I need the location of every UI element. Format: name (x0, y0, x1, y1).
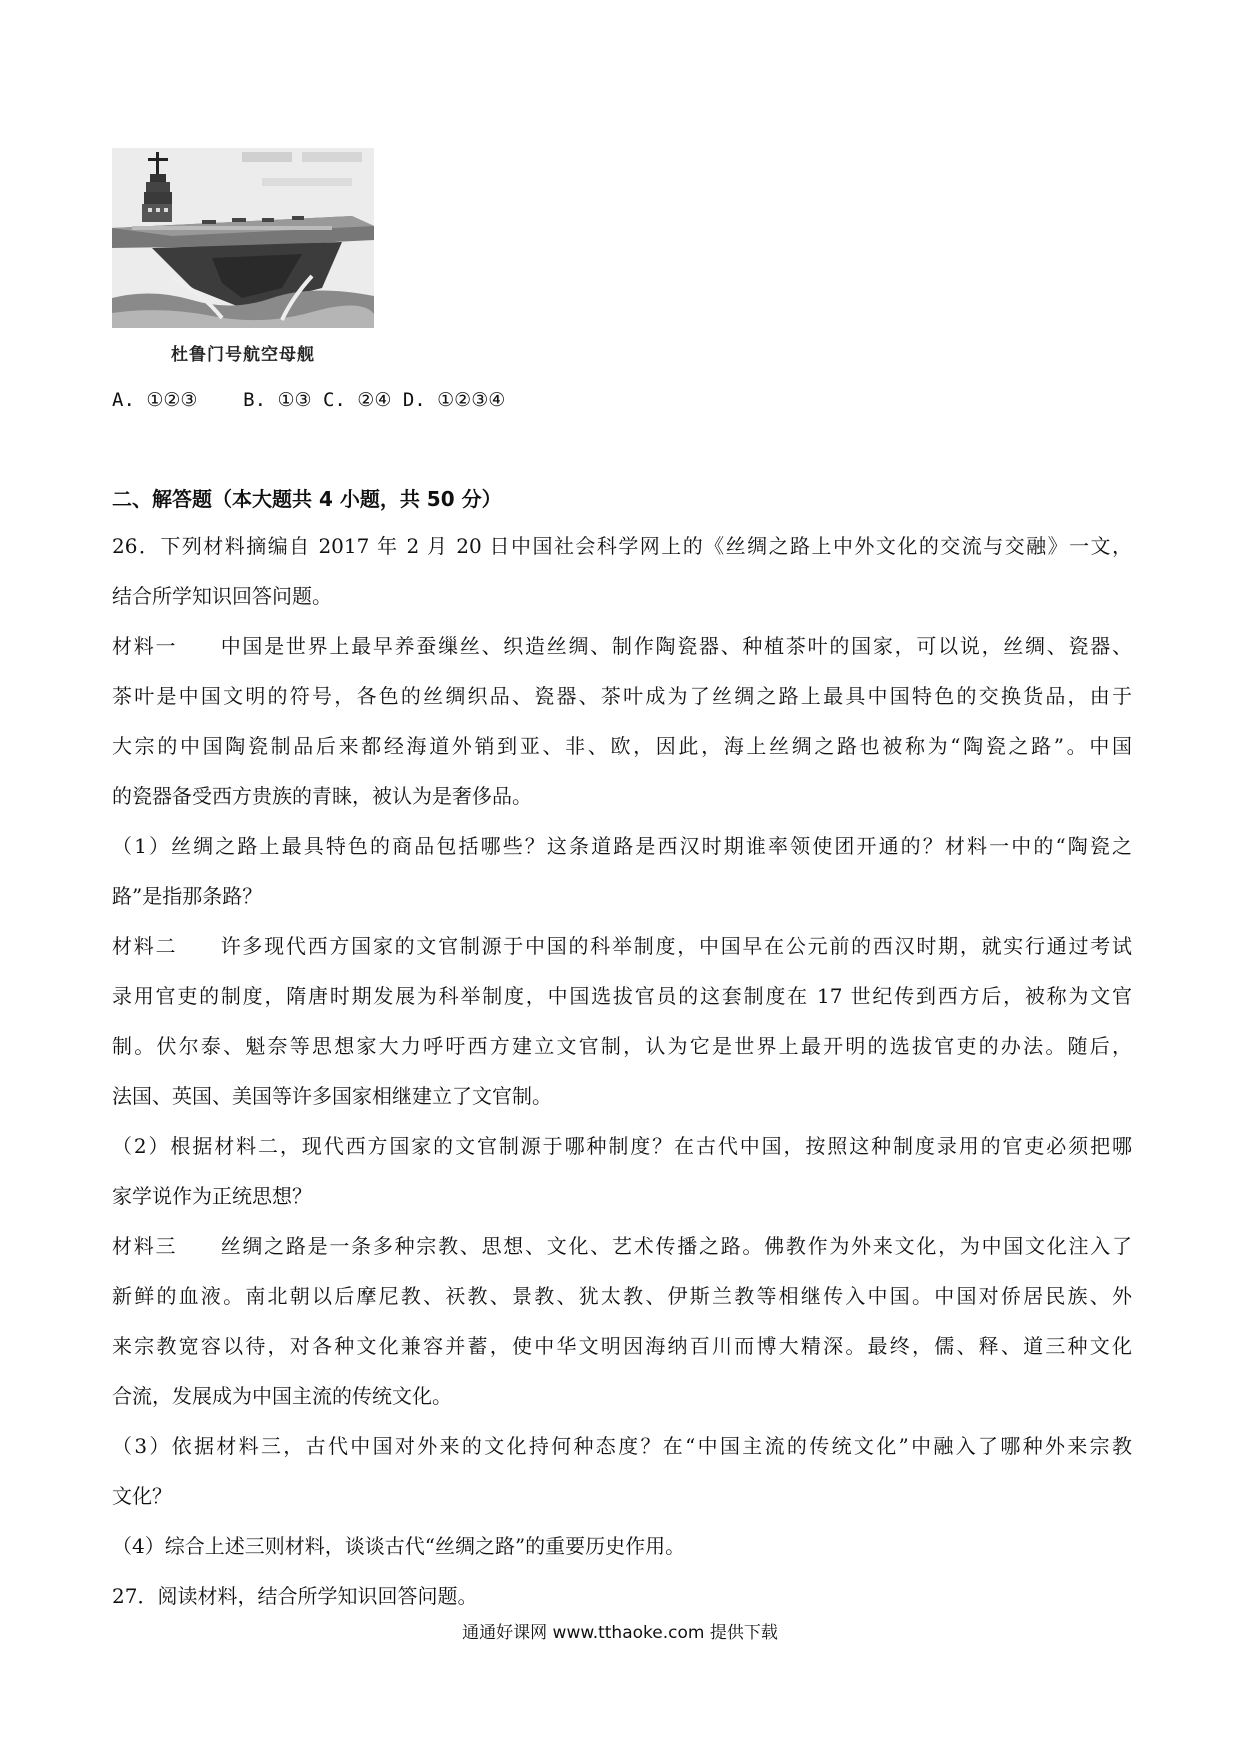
question-line: 文化？ (112, 1484, 172, 1508)
answer-options: A. ①②③ B. ①③ C. ②④ D. ①②③④ (112, 389, 506, 411)
text-line: 大宗的中国陶瓷制品后来都经海道外销到亚、非、欧，因此，海上丝绸之路也被称为“陶瓷之路”。中国 (112, 734, 1132, 758)
question-line: （2）根据材料二，现代西方国家的文官制源于哪种制度？在古代中国，按照这种制度录用的官吏必须把哪 (112, 1134, 1132, 1158)
text-line: 的瓷器备受西方贵族的青睐，被认为是奢侈品。 (112, 784, 532, 808)
text-line: 录用官吏的制度，隋唐时期发展为科举制度，中国选拔官员的这套制度在 17 世纪传到西方后，被称为文官 (112, 984, 1132, 1008)
text-line: 来宗教宽容以待，对各种文化兼容并蓄，使中华文明因海纳百川而博大精深。最终，儒、释、道三种文化 (112, 1334, 1132, 1358)
question-line: （4）综合上述三则材料，谈谈古代“丝绸之路”的重要历史作用。 (112, 1534, 686, 1558)
text-line: 26．下列材料摘编自 2017 年 2 月 20 日中国社会科学网上的《丝绸之路上中外文化的交流与交融》一文， (112, 534, 1132, 558)
text-line: 材料二 许多现代西方国家的文官制源于中国的科举制度，中国早在公元前的西汉时期，就实行通过考试 (112, 934, 1132, 958)
question-line: （3）依据材料三，古代中国对外来的文化持何种态度？在“中国主流的传统文化”中融入了哪种外来宗教 (112, 1434, 1132, 1458)
section-title: 二、解答题（本大题共 4 小题，共 50 分） (112, 487, 502, 511)
figure-caption: 杜鲁门号航空母舰 (171, 345, 315, 365)
aircraft-carrier-photo (112, 148, 374, 328)
text-line: 材料一 中国是世界上最早养蚕缫丝、织造丝绸、制作陶瓷器、种植茶叶的国家，可以说，丝绸、瓷器、 (112, 634, 1132, 658)
text-line: 材料三 丝绸之路是一条多种宗教、思想、文化、艺术传播之路。佛教作为外来文化，为中国文化注入了 (112, 1234, 1132, 1258)
text-line: 制。伏尔泰、魁奈等思想家大力呼吁西方建立文官制，认为它是世界上最开明的选拔官吏的办法。随后， (112, 1034, 1132, 1058)
text-line: 法国、英国、美国等许多国家相继建立了文官制。 (112, 1084, 552, 1108)
question-line: 27．阅读材料，结合所学知识回答问题。 (112, 1584, 478, 1608)
question-line: 家学说作为正统思想？ (112, 1184, 312, 1208)
aircraft-carrier-figure (112, 148, 374, 366)
question-line: （1）丝绸之路上最具特色的商品包括哪些？这条道路是西汉时期谁率领使团开通的？材料一中的“陶瓷之 (112, 834, 1132, 858)
text-line: 新鲜的血液。南北朝以后摩尼教、祆教、景教、犹太教、伊斯兰教等相继传入中国。中国对侨居民族、外 (112, 1284, 1132, 1308)
question-line: 路”是指那条路？ (112, 884, 263, 908)
page-footer: 通通好课网 www.tthaoke.com 提供下载 (462, 1623, 778, 1643)
text-line: 茶叶是中国文明的符号，各色的丝绸织品、瓷器、茶叶成为了丝绸之路上最具中国特色的交换货品，由于 (112, 684, 1132, 708)
text-line: 合流，发展成为中国主流的传统文化。 (112, 1384, 452, 1408)
text-line: 结合所学知识回答问题。 (112, 584, 332, 608)
